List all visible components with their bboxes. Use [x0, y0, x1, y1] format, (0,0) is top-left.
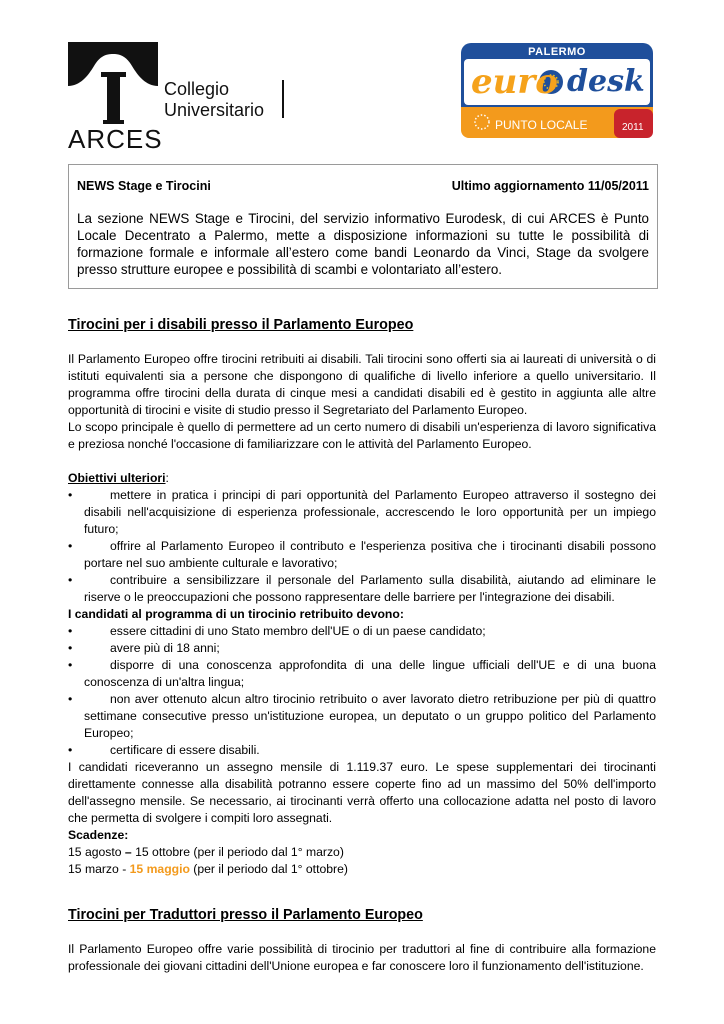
requirement-text: essere cittadini di uno Stato membro dell'UE o di un paese candidato;	[110, 624, 486, 638]
bullet-icon: •	[68, 743, 73, 757]
list-item	[68, 640, 656, 657]
list-item	[68, 572, 656, 606]
deadlines-label: Scadenze:	[68, 828, 129, 842]
allowance-text: I candidati riceveranno un assegno mensile di 1.119.37 euro. Le spese supplementari dei tirocinanti direttamente connesse alla disabilità potranno essere coperte fino ad un massimo del 50% dell'importo dell'assegno mensile. Se necessario, ai tirocinanti verrà offerto una collocazione adatta nel posto di lavoro che permetta di svolgere i compiti loro assegnati.	[68, 760, 656, 825]
section-title-traduttori: Tirocini per Traduttori presso il Parlamento Europeo	[68, 907, 423, 923]
info-update-date: Ultimo aggiornamento 11/05/2011	[451, 179, 649, 193]
info-box	[68, 164, 658, 289]
eurodesk-logo	[461, 43, 653, 138]
bullet-icon: •	[68, 658, 73, 672]
list-item	[68, 657, 656, 691]
bullet-icon: •	[68, 573, 73, 587]
main-content	[68, 316, 656, 975]
objectives-list	[68, 487, 656, 606]
info-title: NEWS Stage e Tirocini	[77, 179, 211, 193]
deadline-1-dash: –	[121, 845, 136, 859]
bullet-icon: •	[68, 641, 73, 655]
deadline-1	[68, 844, 656, 861]
list-item	[68, 623, 656, 640]
requirement-text: non aver ottenuto alcun altro tirocinio retribuito o aver lavorato dietro retribuzione per più di quattro settimane consecutive presso un'istituzione europea, un deputato o un gruppo politico del Parlamento Europeo;	[84, 692, 656, 740]
arces-name: ARCES	[68, 124, 163, 154]
info-text: La sezione NEWS Stage e Tirocini, del servizio informativo Eurodesk, di cui ARCES è Punto Locale Decentrato a Palermo, mette a disposizione informazioni su tutte le possibilità di formazione formale e informale all’estero come bandi Leonardo da Vinci, Stage da svolgere presso strutture europee e possibilità di scambi e volontariato all’estero.	[77, 211, 649, 277]
arces-subtitle	[164, 79, 264, 121]
eurodesk-euro: euro	[471, 62, 558, 102]
requirement-text: disporre di una conoscenza approfondita di una delle lingue ufficiali dell'UE e di una buona conoscenza di un'altra lingua;	[84, 658, 656, 689]
info-header	[77, 179, 649, 193]
bullet-icon: •	[68, 488, 73, 502]
requirements-heading	[68, 606, 656, 623]
eurodesk-year: 2011	[622, 122, 644, 133]
arces-line1: Collegio	[164, 79, 230, 99]
list-item	[68, 487, 656, 538]
bullet-icon: •	[68, 539, 73, 553]
list-item	[68, 742, 656, 759]
requirement-text: avere più di 18 anni;	[110, 641, 220, 655]
objective-text: mettere in pratica i principi di pari opportunità del Parlamento Europeo attraverso il sostegno dei disabili nell'acquisizione di esperienza professionale, accrescendo le loro opportunità per un impiego futuro;	[84, 488, 656, 536]
section-title-disabili: Tirocini per i disabili presso il Parlamento Europeo	[68, 317, 414, 333]
objectives-colon: :	[165, 471, 169, 485]
requirements-list	[68, 623, 656, 759]
section1-intro: Il Parlamento Europeo offre tirocini retribuiti ai disabili. Tali tirocini sono offerti sia ai laureati di università o di istituti equivalenti sia a persone che dispongono di qualifiche di livello inferiore a quello universitario. Il programma offre tirocini della durata di cinque mesi a candidati disabili ed è gestito in aggiunta alle altre opportunità di tirocini e visite di studio presso il Segretariato del Parlamento Europeo.	[68, 352, 656, 417]
objective-text: offrire al Parlamento Europeo il contributo e l'esperienza positiva che i tirocinanti disabili possono portare nel suo ambiente culturale e lavorativo;	[84, 539, 656, 570]
bullet-icon: •	[68, 692, 73, 706]
objectives-heading	[68, 470, 656, 487]
logo-divider	[282, 80, 284, 118]
arces-arch-icon	[68, 42, 158, 124]
eurodesk-punto: PUNTO LOCALE	[495, 118, 588, 132]
arces-line2: Universitario	[164, 100, 265, 120]
requirements-colon: :	[399, 607, 404, 621]
deadline-2-start: 15 marzo -	[68, 862, 130, 876]
section1-intro2: Lo scopo principale è quello di permettere ad un certo numero di disabili un'esperienza di lavoro significativa e preziosa nonché l'occasione di familiarizzare con le attività del Parlamento Europeo.	[68, 420, 656, 451]
deadline-2-end: (per il periodo dal 1° ottobre)	[189, 862, 348, 876]
list-item	[68, 691, 656, 742]
arces-logo	[68, 42, 283, 154]
requirement-text: certificare di essere disabili.	[110, 743, 260, 757]
section2-text: Il Parlamento Europeo offre varie possibilità di tirocinio per traduttori al fine di contribuire alla formazione professionale dei giovani cittadini dell'Unione europea e far conoscere loro il funzionamento dell'istituzione.	[68, 942, 656, 973]
eurodesk-desk: desk	[567, 64, 645, 99]
objectives-label: Obiettivi ulteriori	[68, 471, 166, 485]
requirements-label: I candidati al programma di un tirocinio retribuito devono	[68, 607, 400, 621]
deadline-1-start: 15 agosto	[68, 845, 122, 859]
deadline-1-end: 15 ottobre (per il periodo dal 1° marzo)	[135, 845, 344, 859]
bullet-icon: •	[68, 624, 73, 638]
list-item	[68, 538, 656, 572]
objective-text: contribuire a sensibilizzare il personale del Parlamento sulla disabilità, aiutando ad eliminare le riserve o le preoccupazioni che possono rappresentare delle barriere per l'integrazione dei disabili.	[84, 573, 656, 604]
deadline-2-highlight: 15 maggio	[129, 862, 190, 876]
deadline-2	[68, 861, 656, 878]
eurodesk-city: PALERMO	[528, 46, 586, 58]
